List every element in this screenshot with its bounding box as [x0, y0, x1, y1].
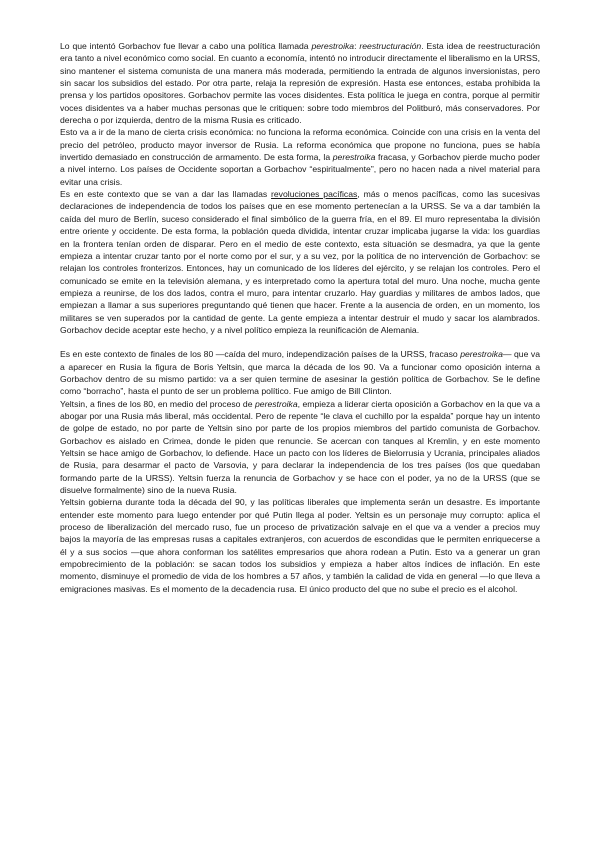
text-run: Lo que intentó Gorbachov fue llevar a cabo una política llamada — [60, 41, 312, 51]
text-run: Es en este contexto que se van a dar las llamadas — [60, 189, 272, 200]
text-run: — que va a aparecer en Rusia la figura de Boris Yeltsin, que marca la década de los 90. Va a funcionar como oposición interna a Gorbachov dentro de su mismo partido: va a ser quien termine de asesinar la gestión política de Gorbachov. Se le define como “borracho”, hasta el punto de ser un problema político. Fue amigo de Bill Clinton. — [60, 349, 540, 397]
paragraph-economic-crisis — [60, 126, 540, 188]
text-run: Yeltsin, a fines de los 80, en medio del proceso de — [60, 398, 255, 409]
paragraph-berlin-wall — [60, 188, 540, 336]
italic-term: perestroika — [460, 349, 503, 360]
underlined-term: revoluciones pacíficas — [271, 189, 358, 200]
text-run: : — [354, 41, 360, 51]
italic-term: perestroika — [311, 41, 355, 51]
italic-term: perestroika — [332, 152, 376, 163]
text-run: Esto va a ir de la mano de cierta crisis económica: no funciona la reforma económica. Coincide con una crisis en la venta del precio del petróleo, producto mayor inversor de Rusia. La reforma económica que propone no funciona, pues se había invertido demasiado en construcción de armamento. De esta forma, la — [60, 127, 540, 163]
paragraph-coup — [60, 398, 540, 497]
text-run: fracasa, y Gorbachov pierde mucho poder a nivel interno. Los países de Occidente soportan a Gorbachov “espiritualmente”, pero no hacen nada a nivel material para evitar una crisis. — [60, 152, 541, 187]
text-run: , empieza a liderar cierta oposición a Gorbachov en la que va a abogar por una Rusia más liberal, más occidental. Pero de repente “le clava el cuchillo por la espalda” porque hay un intento de golpe de estado, no por parte de Yeltsin sino por parte de los propios miembros del partido comunista de Gorbachov. Gorbachov es aislado en Crimea, donde le piden que renuncie. Se acercan con tanques al Kremlin, y en este momento Yeltsin se hace amigo de Gorbachov, lo defiende. Hace un pacto con los líderes de Bielorrusia y Ucrania, principales aliados de Rusia, para desarmar el pacto de Varsovia, y para declarar la independencia de los tres países (los que quedaban formando parte de la URSS). Yeltsin fuerza la renuncia de Gorbachov y se hace con el poder, ya no de la URSS (que se disuelve formalmente) sino de la nueva Rusia. — [60, 398, 540, 496]
document-page — [60, 40, 540, 595]
italic-term: perestroika — [254, 398, 298, 409]
italic-term: reestructuración — [359, 41, 422, 51]
paragraph-yeltsin-government — [60, 496, 540, 595]
text-run: Yeltsin gobierna durante toda la década del 90, y las políticas liberales que implementa serán un desastre. Es importante entender este momento para luego entender por qué Putin llega al poder. Yeltsin es un personaje muy corrupto: aplica el proceso de liberalización del mercado ruso, fue un proceso de privatización salvaje en el que va a vender a precios muy bajos la mayoría de las empresas rusas a capitales extranjeros, con acuerdos de escondidas que le permiten enriquecerse a él y a sus socios —que ahora conforman los satélites empresarios que ahora rodean a Putin. Esto va a generar un gran empobrecimiento de la población: se sacan todos los subsidios y empieza a haber altos índices de inflación. En este momento, disminuye el promedio de vida de los hombres a 57 años, y también la calidad de vida en general —lo que lleva a emigraciones masivas. Es el momento de la decadencia rusa. El único producto del que no sube el precio es el alcohol. — [60, 497, 540, 594]
text-run: . Esta idea de reestructuración era tanto a nivel económico como social. En cuanto a economía, intentó no introducir directamente el liberalismo en la URSS, sino mantener el sistema comunista de una manera más moderada, permitiendo la entrada de algunos inversionistas, pero sin sacar los subsidios del estado. Por otra parte, relaja la represión de expresión. Hasta ese entonces, estaba prohibida la prensa y los partidos opositores. Gorbachov permite las voces disidentes. Esta política le juega en contra, porque al permitir voces disidentes va a haber muchas personas que le critiquen: sobre todo miembros del Politburó, más conservadores. Por derecha o por izquierda, dentro de la misma Rusia es criticado. — [60, 41, 540, 126]
paragraph-yeltsin-intro — [60, 348, 540, 397]
paragraph-perestroika — [60, 40, 540, 126]
text-run: , más o menos pacíficas, como las sucesivas declaraciones de independencia de todos los países que en ese momento pertenecían a la URSS. Se va a dar también la caída del muro de Berlín, suceso considerado el final simbólico de la guerra fría, en el 89. El muro representaba la división entre oriente y occidente. De esta forma, la población queda dividida, intentar cruzar implicaba jugarse la vida: los guardias en la frontera tenían orden de disparar. Pero en el medio de este contexto, esta situación se desmadra, ya que la gente empieza a intentar cruzar tanto por el norte como por el sur, y a su vez, por la política de no intervención de Gorbachov: se relajan los controles fronterizos. Entonces, hay un comunicado de los líderes del ejército, y se relajan los controles. Pero el comunicado se emite en la televisión alemana, y es interpretado como la apertura total del muro. Una noche, mucha gente empieza a reunirse, de los dos lados, contra el muro, para intentar cruzarlo. Hay guardias y militares de ambos lados, que empiezan a llamar a sus superiores preguntando qué tienen que hacer. Frente a la ausencia de orden, en un momento, los militares se ven superados por la cantidad de gente. La gente empieza a intentar destruir el mudo y sacar los alambrados. Gorbachov decide aceptar este hecho, y a nivel político empieza la reunificación de Alemania. — [60, 189, 540, 335]
text-run: Es en este contexto de finales de los 80 —caída del muro, independización países de la URSS, fracaso — [60, 349, 461, 360]
